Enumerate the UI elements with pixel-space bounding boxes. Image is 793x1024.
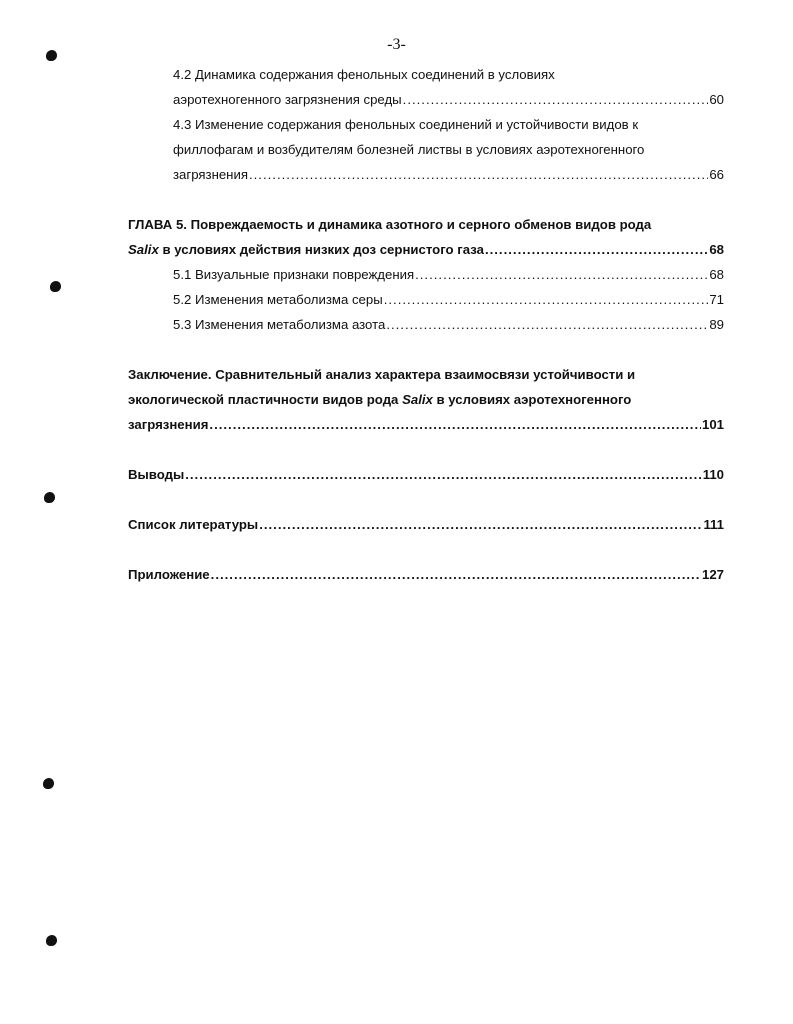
toc-section-4-2-line1: 4.2 Динамика содержания фенольных соединений в условиях bbox=[173, 67, 555, 82]
toc-page-number: 66 bbox=[709, 167, 724, 182]
toc-conclusion-line1: Заключение. Сравнительный анализ характера взаимосвязи устойчивости и bbox=[128, 367, 636, 382]
toc-page-number: 111 bbox=[703, 517, 724, 532]
toc-chapter-5-line2: Salix в условиях действия низких доз сернистого газа ..... 68 bbox=[128, 237, 724, 262]
toc-section-4-3-line3: загрязнения ..... 66 bbox=[128, 162, 724, 187]
dot-leader bbox=[211, 562, 701, 587]
toc-conclusion-line2: экологической пластичности видов рода Salix в условиях аэротехногенного bbox=[128, 392, 632, 407]
dot-leader bbox=[415, 262, 708, 287]
punch-hole-mark bbox=[43, 778, 54, 789]
toc-page-number: 68 bbox=[709, 267, 724, 282]
toc-page-number: 71 bbox=[709, 292, 724, 307]
dot-leader bbox=[259, 512, 702, 537]
toc-references: Список литературы ..... 111 bbox=[128, 512, 724, 537]
table-of-contents bbox=[128, 62, 724, 587]
toc-section-4-3-line2: филлофагам и возбудителям болезней листвы в условиях аэротехногенного bbox=[173, 142, 645, 157]
dot-leader bbox=[249, 162, 708, 187]
toc-page-number: 101 bbox=[701, 417, 724, 432]
toc-chapter-5-line1: ГЛАВА 5. Повреждаемость и динамика азотного и серного обменов видов рода bbox=[128, 217, 652, 232]
toc-section-4-2-line2: аэротехногенного загрязнения среды ..... 60 bbox=[128, 87, 724, 112]
punch-hole-mark bbox=[50, 281, 61, 292]
dot-leader bbox=[485, 237, 708, 262]
dot-leader bbox=[386, 312, 708, 337]
toc-page-number: 110 bbox=[702, 467, 724, 482]
toc-section-5-3: 5.3 Изменения метаболизма азота ..... 89 bbox=[128, 312, 724, 337]
dot-leader bbox=[209, 412, 701, 437]
toc-page-number: 89 bbox=[709, 317, 724, 332]
toc-page-number: 127 bbox=[701, 567, 724, 582]
toc-findings: Выводы ..... 110 bbox=[128, 462, 724, 487]
toc-section-5-1: 5.1 Визуальные признаки повреждения ..... 68 bbox=[128, 262, 724, 287]
toc-section-4-3-line1: 4.3 Изменение содержания фенольных соединений и устойчивости видов к bbox=[173, 117, 639, 132]
dot-leader bbox=[384, 287, 709, 312]
toc-appendix: Приложение ..... 127 bbox=[128, 562, 724, 587]
dot-leader bbox=[403, 87, 709, 112]
toc-page-number: 68 bbox=[709, 242, 724, 257]
dot-leader bbox=[185, 462, 701, 487]
toc-section-5-2: 5.2 Изменения метаболизма серы ..... 71 bbox=[128, 287, 724, 312]
toc-conclusion-line3: загрязнения ..... 101 bbox=[128, 412, 724, 437]
punch-hole-mark bbox=[44, 492, 55, 503]
page-number: -3- bbox=[387, 36, 406, 53]
punch-hole-mark bbox=[46, 935, 57, 946]
toc-page-number: 60 bbox=[709, 92, 724, 107]
